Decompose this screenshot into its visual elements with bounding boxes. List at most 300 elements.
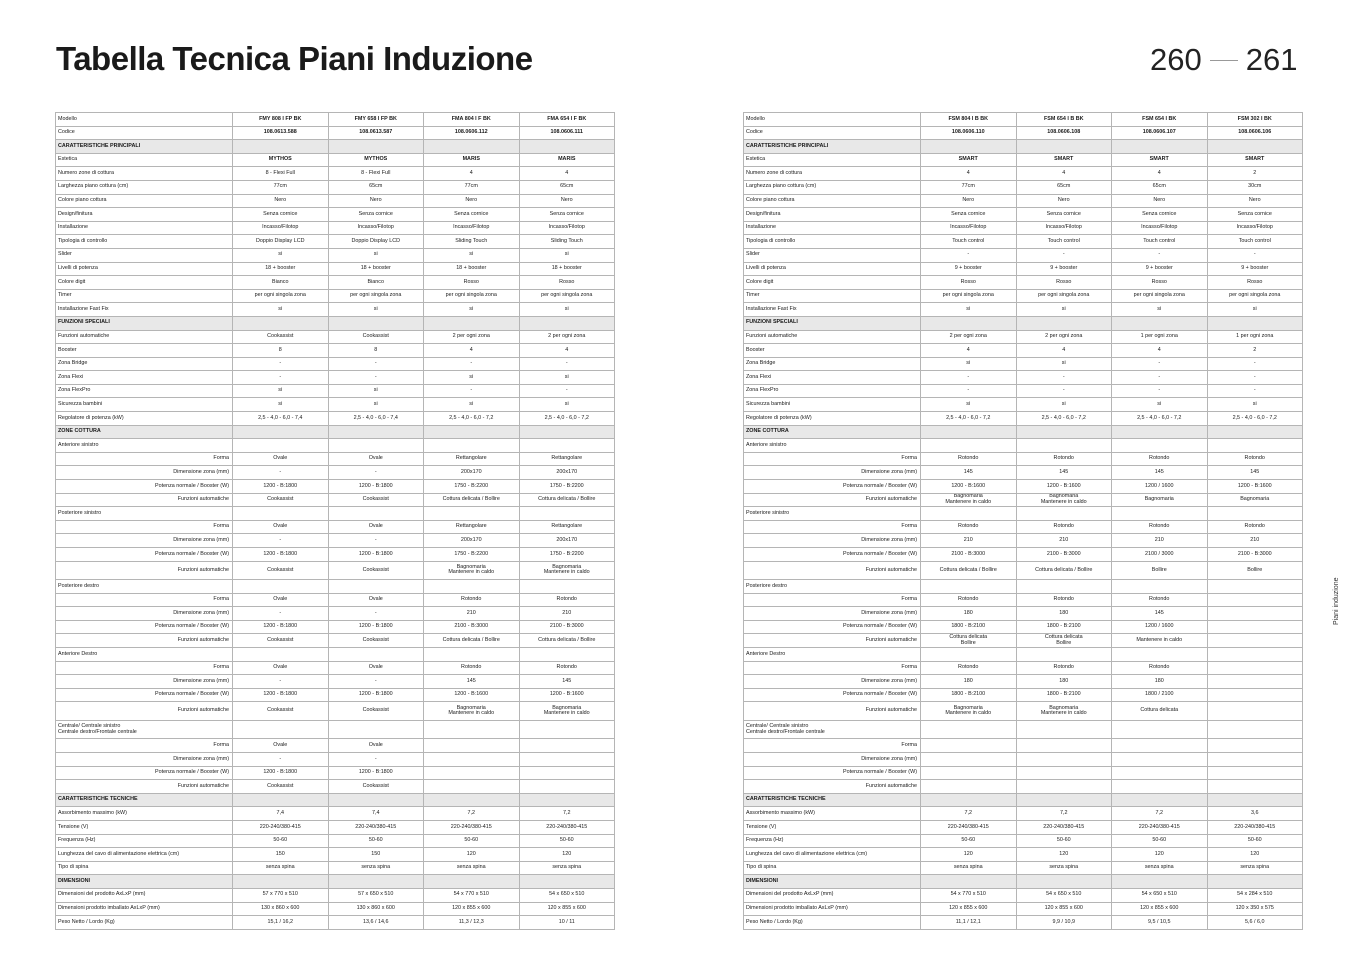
- cell-value: [233, 861, 329, 875]
- section-header-row: [744, 425, 1303, 439]
- cell-value-text: 1200 - B:1800: [358, 769, 393, 776]
- row-label-text: Zona FlexPro: [58, 387, 91, 394]
- cell-value-text: 108.0613.587: [359, 129, 393, 136]
- cell-value: [1207, 344, 1303, 358]
- cell-value: [1016, 807, 1112, 821]
- cell-value: [328, 780, 424, 794]
- table-row: [56, 303, 615, 317]
- table-row: [56, 289, 615, 303]
- cell-value-text: Ovale: [273, 523, 288, 530]
- row-label-text: ZONE COTTURA: [746, 428, 789, 435]
- cell-value-text: Sliding Touch: [455, 237, 488, 244]
- cell-value: [921, 208, 1017, 222]
- cell-value-text: 120: [1250, 850, 1260, 857]
- cell-value-text: Rotondo: [958, 523, 979, 530]
- cell-value-text: -: [279, 536, 282, 543]
- row-label-text: Posteriore destro: [58, 582, 100, 589]
- table-row: [56, 371, 615, 385]
- cell-value: [233, 357, 329, 371]
- row-label-text: Design/finitura: [58, 210, 93, 217]
- cell-value: [1207, 548, 1303, 562]
- cell-value: [424, 235, 520, 249]
- table-row: [56, 593, 615, 607]
- cell-value: [328, 330, 424, 344]
- cell-value: [921, 580, 1017, 594]
- cell-value-text: 5,6 / 6,0: [1245, 918, 1265, 925]
- cell-value: [519, 648, 615, 662]
- section-header-row: [744, 140, 1303, 154]
- row-label: [56, 384, 233, 398]
- spec-table-right: [743, 112, 1303, 930]
- row-label-text: Assorbimento massimo (kW): [746, 809, 815, 816]
- section-header-row: [744, 316, 1303, 330]
- cell-value: [424, 262, 520, 276]
- row-label-text: DIMENSIONI: [58, 877, 91, 884]
- table-row: [744, 861, 1303, 875]
- cell-value: [328, 607, 424, 621]
- cell-value: [424, 875, 520, 889]
- cell-value: [519, 466, 615, 480]
- row-label-text: Funzioni automatiche: [865, 707, 917, 714]
- cell-value: [233, 902, 329, 916]
- cell-value-text: Rotondo: [958, 596, 979, 603]
- cell-value-text: Rosso: [1056, 278, 1072, 285]
- row-label-text: Anteriore sinistro: [746, 441, 787, 448]
- model-name: FMA 804 I F BK: [424, 113, 520, 127]
- cell-value: [519, 316, 615, 330]
- page-title: Tabella Tecnica Piani Induzione: [56, 40, 533, 77]
- cell-value-text: 50-60: [1056, 837, 1071, 844]
- cell-value-text: 145: [1154, 468, 1164, 475]
- cell-value: [1112, 221, 1208, 235]
- row-label-text: Dimensioni prodotto imballato AxLxP (mm): [746, 905, 848, 912]
- cell-value: [233, 607, 329, 621]
- cell-value: [921, 344, 1017, 358]
- cell-value: [1112, 580, 1208, 594]
- cell-value: [1112, 357, 1208, 371]
- row-label-text: Dimensione zona (mm): [861, 755, 917, 762]
- cell-value-text: 145: [963, 468, 973, 475]
- row-label-text: Dimensione zona (mm): [861, 468, 917, 475]
- table-row: [744, 194, 1303, 208]
- cell-value-text: Ovale: [273, 741, 288, 748]
- cell-value-text: 130 x 860 x 600: [261, 905, 300, 912]
- cell-value: [424, 452, 520, 466]
- table-row: [744, 344, 1303, 358]
- cell-value: [519, 702, 615, 721]
- row-label-text: Funzioni automatiche: [865, 496, 917, 503]
- cell-value: [1016, 534, 1112, 548]
- row-label-text: Dimensione zona (mm): [173, 609, 229, 616]
- row-label: [744, 821, 921, 835]
- row-label-text: CARATTERISTICHE TECNICHE: [746, 796, 826, 803]
- cell-value: [519, 848, 615, 862]
- cell-value: [328, 916, 424, 930]
- cell-value: [1112, 620, 1208, 634]
- table-row: [744, 412, 1303, 426]
- model-name: FMY 808 I FP BK: [233, 113, 329, 127]
- cell-value-text: 18 + booster: [265, 265, 296, 272]
- table-row: [56, 861, 615, 875]
- cell-value-text: 65cm: [560, 183, 574, 190]
- cell-value: [921, 875, 1017, 889]
- row-label: [56, 753, 233, 767]
- cell-value: [1112, 235, 1208, 249]
- table-row: [56, 439, 615, 453]
- row-label-text: Dimensione zona (mm): [861, 536, 917, 543]
- cell-value-text: 1 per ogni zona: [1236, 333, 1274, 339]
- row-label: [56, 821, 233, 835]
- cell-value: [233, 493, 329, 507]
- cell-value: [328, 248, 424, 262]
- cell-value-text: 10 / 11: [558, 918, 575, 925]
- cell-value-text: si: [278, 305, 283, 312]
- table-row: [56, 766, 615, 780]
- cell-value: [1112, 330, 1208, 344]
- cell-value: [1112, 507, 1208, 521]
- cell-value: [921, 648, 1017, 662]
- row-label: [744, 593, 921, 607]
- cell-value: [1112, 262, 1208, 276]
- cell-value: [424, 702, 520, 721]
- cell-value: [921, 607, 1017, 621]
- table-row: [56, 412, 615, 426]
- row-label: [744, 766, 921, 780]
- cell-value: [328, 520, 424, 534]
- cell-value-text: SMART: [1245, 156, 1265, 163]
- cell-value: [328, 834, 424, 848]
- cell-value-text: -: [279, 360, 282, 367]
- cell-value: [1207, 371, 1303, 385]
- cell-value-text: 9,5 / 10,5: [1148, 918, 1171, 925]
- row-label: [744, 807, 921, 821]
- cell-value: [424, 793, 520, 807]
- table-row: [744, 507, 1303, 521]
- cell-value-text: per ogni singola zona: [541, 292, 593, 299]
- cell-value: [1016, 507, 1112, 521]
- cell-value-text: 2 per ogni zona: [1045, 333, 1083, 339]
- row-label-text: CARATTERISTICHE PRINCIPALI: [58, 142, 141, 149]
- row-label: [56, 848, 233, 862]
- section-header-row: [744, 793, 1303, 807]
- cell-value-text: -: [374, 536, 377, 543]
- cell-value-text: Rotondo: [461, 664, 482, 671]
- cell-value-text: 1200 / 1600: [1145, 482, 1174, 489]
- cell-value: [519, 661, 615, 675]
- cell-value: [1112, 688, 1208, 702]
- cell-value: [1112, 902, 1208, 916]
- cell-value: [328, 493, 424, 507]
- row-label: [744, 753, 921, 767]
- cell-value-text: 120 x 855 x 600: [547, 905, 586, 912]
- row-label-text: Posteriore sinistro: [746, 509, 790, 516]
- row-label-text: Dimensione zona (mm): [173, 536, 229, 543]
- cell-value: [921, 520, 1017, 534]
- cell-value-text: 1200 - B:1800: [358, 623, 393, 630]
- cell-value: [233, 425, 329, 439]
- cell-value: [519, 289, 615, 303]
- cell-value: [424, 439, 520, 453]
- cell-value-text: 1750 - B:2200: [549, 482, 584, 489]
- cell-value: [519, 126, 615, 140]
- cell-value-text: 11,1 / 12,1: [955, 918, 981, 925]
- cell-value-text: Cottura delicata / Bollire: [538, 636, 596, 643]
- cell-value: [1112, 875, 1208, 889]
- row-label-text: Potenza normale / Booster (W): [154, 482, 229, 489]
- cell-value: [328, 875, 424, 889]
- row-label: [744, 126, 921, 140]
- cell-value-text: 7,4: [276, 809, 284, 816]
- cell-value: [424, 316, 520, 330]
- cell-value-text: Rotondo: [958, 664, 979, 671]
- row-label-text: Forma: [901, 523, 917, 530]
- table-row: [56, 452, 615, 466]
- cell-value: [328, 793, 424, 807]
- cell-value-text: 220-240/380-415: [1043, 823, 1085, 830]
- cell-value-text: Incasso/Filotop: [262, 224, 299, 231]
- cell-value: [424, 480, 520, 494]
- table-row: [744, 580, 1303, 594]
- row-label: [744, 580, 921, 594]
- page-number-separator: [1210, 60, 1238, 61]
- cell-value-text: -: [1062, 251, 1065, 258]
- cell-value-text: Bagnomaria Mantenere in caldo: [1040, 493, 1087, 505]
- cell-value: [1016, 720, 1112, 739]
- cell-value-text: Rosso: [960, 278, 976, 285]
- cell-value-text: 4: [565, 346, 569, 353]
- cell-value: [1016, 412, 1112, 426]
- cell-value-text: Cookassist: [267, 566, 294, 573]
- cell-value-text: si: [469, 373, 474, 380]
- cell-value-text: si: [1061, 400, 1066, 407]
- row-label: [744, 344, 921, 358]
- cell-value: [1207, 534, 1303, 548]
- cell-value-text: Senza cornice: [454, 210, 489, 217]
- cell-value: [519, 208, 615, 222]
- cell-value-text: 54 x 650 x 510: [1046, 891, 1082, 898]
- cell-value-text: Incasso/Filotop: [357, 224, 394, 231]
- cell-value-text: 180: [1154, 677, 1164, 684]
- table-row: [56, 620, 615, 634]
- cell-value-text: 200x170: [556, 468, 578, 475]
- cell-value-text: 200x170: [460, 536, 482, 543]
- cell-value: [233, 344, 329, 358]
- cell-value: [1207, 780, 1303, 794]
- cell-value: [921, 702, 1017, 721]
- row-label-text: Forma: [213, 596, 229, 603]
- cell-value-text: 2,5 - 4,0 - 6,0 - 7,4: [258, 414, 303, 421]
- row-label: [744, 834, 921, 848]
- cell-value: [1207, 180, 1303, 194]
- table-row: [56, 357, 615, 371]
- cell-value: [424, 412, 520, 426]
- row-label-text: Numero zone di cottura: [746, 169, 803, 176]
- cell-value: [1112, 766, 1208, 780]
- cell-value: [328, 888, 424, 902]
- row-label: [56, 289, 233, 303]
- row-label: [744, 412, 921, 426]
- row-label: [56, 561, 233, 580]
- cell-value: [519, 371, 615, 385]
- cell-value-text: Rotondo: [556, 664, 577, 671]
- cell-value: [233, 208, 329, 222]
- cell-value-text: Senza cornice: [1046, 210, 1081, 217]
- cell-value: [1112, 720, 1208, 739]
- cell-value-text: 1200 / 1600: [1145, 623, 1174, 630]
- cell-value-text: 210: [1154, 536, 1164, 543]
- table-row: [744, 780, 1303, 794]
- row-label: [744, 276, 921, 290]
- cell-value: [1016, 262, 1112, 276]
- cell-value-text: per ogni singola zona: [445, 292, 497, 299]
- cell-value: [1016, 916, 1112, 930]
- cell-value: [921, 235, 1017, 249]
- cell-value-text: 120 x 855 x 600: [949, 905, 988, 912]
- table-row: [56, 780, 615, 794]
- cell-value: [1112, 384, 1208, 398]
- cell-value: [424, 902, 520, 916]
- cell-value-text: per ogni singola zona: [942, 292, 994, 299]
- cell-value: [328, 753, 424, 767]
- cell-value: [1016, 439, 1112, 453]
- cell-value: [1016, 357, 1112, 371]
- table-row: [56, 580, 615, 594]
- cell-value: [328, 194, 424, 208]
- cell-value: [1207, 208, 1303, 222]
- row-label-text: Codice: [746, 129, 763, 136]
- cell-value-text: 65cm: [369, 183, 383, 190]
- row-label-text: Numero zone di cottura: [58, 169, 115, 176]
- row-label-text: Larghezza piano cottura (cm): [746, 183, 817, 190]
- cell-value-text: 130 x 860 x 600: [356, 905, 395, 912]
- cell-value-text: MYTHOS: [364, 156, 388, 163]
- table-row: [744, 807, 1303, 821]
- cell-value: [519, 534, 615, 548]
- row-label: [56, 398, 233, 412]
- cell-value: [921, 140, 1017, 154]
- cell-value-text: 1200 - B:1800: [263, 550, 298, 557]
- row-label-text: Forma: [213, 664, 229, 671]
- cell-value-text: 8: [374, 346, 378, 353]
- row-label: [744, 357, 921, 371]
- cell-value: [1112, 834, 1208, 848]
- cell-value: [519, 493, 615, 507]
- section-title: [56, 140, 233, 154]
- cell-value-text: si: [564, 373, 569, 380]
- cell-value-text: -: [374, 373, 377, 380]
- cell-value-text: 120: [1154, 850, 1164, 857]
- cell-value: [1207, 607, 1303, 621]
- cell-value: [1112, 702, 1208, 721]
- cell-value-text: 180: [963, 609, 973, 616]
- cell-value-text: 7,2: [964, 809, 972, 816]
- cell-value: [519, 675, 615, 689]
- cell-value: [1207, 480, 1303, 494]
- cell-value: [424, 888, 520, 902]
- cell-value: [921, 561, 1017, 580]
- table-row: [56, 661, 615, 675]
- cell-value: [921, 330, 1017, 344]
- cell-value: [1016, 902, 1112, 916]
- row-label-text: Booster: [58, 346, 77, 353]
- cell-value: [1016, 208, 1112, 222]
- cell-value: [519, 235, 615, 249]
- cell-value-text: Rotondo: [1149, 523, 1170, 530]
- cell-value-text: si: [1157, 305, 1162, 312]
- cell-value-text: 1 per ogni zona: [1140, 333, 1178, 339]
- cell-value-text: -: [1253, 387, 1256, 394]
- cell-value: [1016, 126, 1112, 140]
- cell-value-text: Rotondo: [1053, 455, 1074, 462]
- model-name: FSM 804 I B BK: [921, 113, 1017, 127]
- cell-value: [921, 480, 1017, 494]
- cell-value: [519, 720, 615, 739]
- table-row-models: [744, 113, 1303, 127]
- cell-value: [424, 303, 520, 317]
- row-label: [744, 780, 921, 794]
- cell-value-text: Rotondo: [1053, 596, 1074, 603]
- cell-value-text: Bagnomaria Mantenere in caldo: [945, 704, 992, 717]
- row-label-text: Forma: [213, 455, 229, 462]
- cell-value-text: Rotondo: [461, 596, 482, 603]
- section-title: [56, 875, 233, 889]
- cell-value-text: MARIS: [558, 156, 576, 163]
- cell-value: [1112, 634, 1208, 648]
- cell-value-text: 2100 - B:3000: [1046, 550, 1081, 557]
- cell-value: [1016, 620, 1112, 634]
- cell-value: [424, 126, 520, 140]
- row-label: [744, 235, 921, 249]
- cell-value-text: MYTHOS: [268, 156, 292, 163]
- cell-value: [424, 720, 520, 739]
- cell-value-text: 9 + booster: [1241, 265, 1269, 272]
- cell-value: [233, 194, 329, 208]
- cell-value: [1016, 861, 1112, 875]
- cell-value: [233, 289, 329, 303]
- row-label: [744, 167, 921, 181]
- cell-value-text: 145: [1250, 468, 1260, 475]
- cell-value: [1112, 520, 1208, 534]
- cell-value: [328, 580, 424, 594]
- cell-value-text: 220-240/380-415: [259, 823, 301, 830]
- section-title: [744, 425, 921, 439]
- table-row: [744, 702, 1303, 721]
- row-label-text: Tensione (V): [746, 823, 777, 830]
- row-label: [56, 371, 233, 385]
- cell-value-text: Cookassist: [362, 566, 389, 573]
- cell-value: [921, 384, 1017, 398]
- cell-value-text: Bagnomaria Mantenere in caldo: [543, 704, 590, 717]
- cell-value-text: Doppio Display LCD: [351, 237, 401, 244]
- cell-value-text: Senza cornice: [358, 210, 393, 217]
- cell-value-text: 1200 - B:1600: [454, 691, 489, 698]
- table-row: [56, 276, 615, 290]
- cell-value-text: 18 + booster: [360, 265, 391, 272]
- cell-value: [424, 493, 520, 507]
- cell-value: [424, 276, 520, 290]
- cell-value-text: Incasso/Filotop: [1141, 224, 1178, 231]
- row-label: [744, 861, 921, 875]
- cell-value: [1016, 452, 1112, 466]
- cell-value: [519, 384, 615, 398]
- cell-value-text: 1200 - B:1800: [263, 623, 298, 630]
- table-row: [744, 720, 1303, 739]
- cell-value: [1112, 208, 1208, 222]
- cell-value: [1112, 480, 1208, 494]
- row-label: [56, 194, 233, 208]
- cell-value-text: Senza cornice: [1142, 210, 1177, 217]
- cell-value-text: Nero: [465, 197, 478, 204]
